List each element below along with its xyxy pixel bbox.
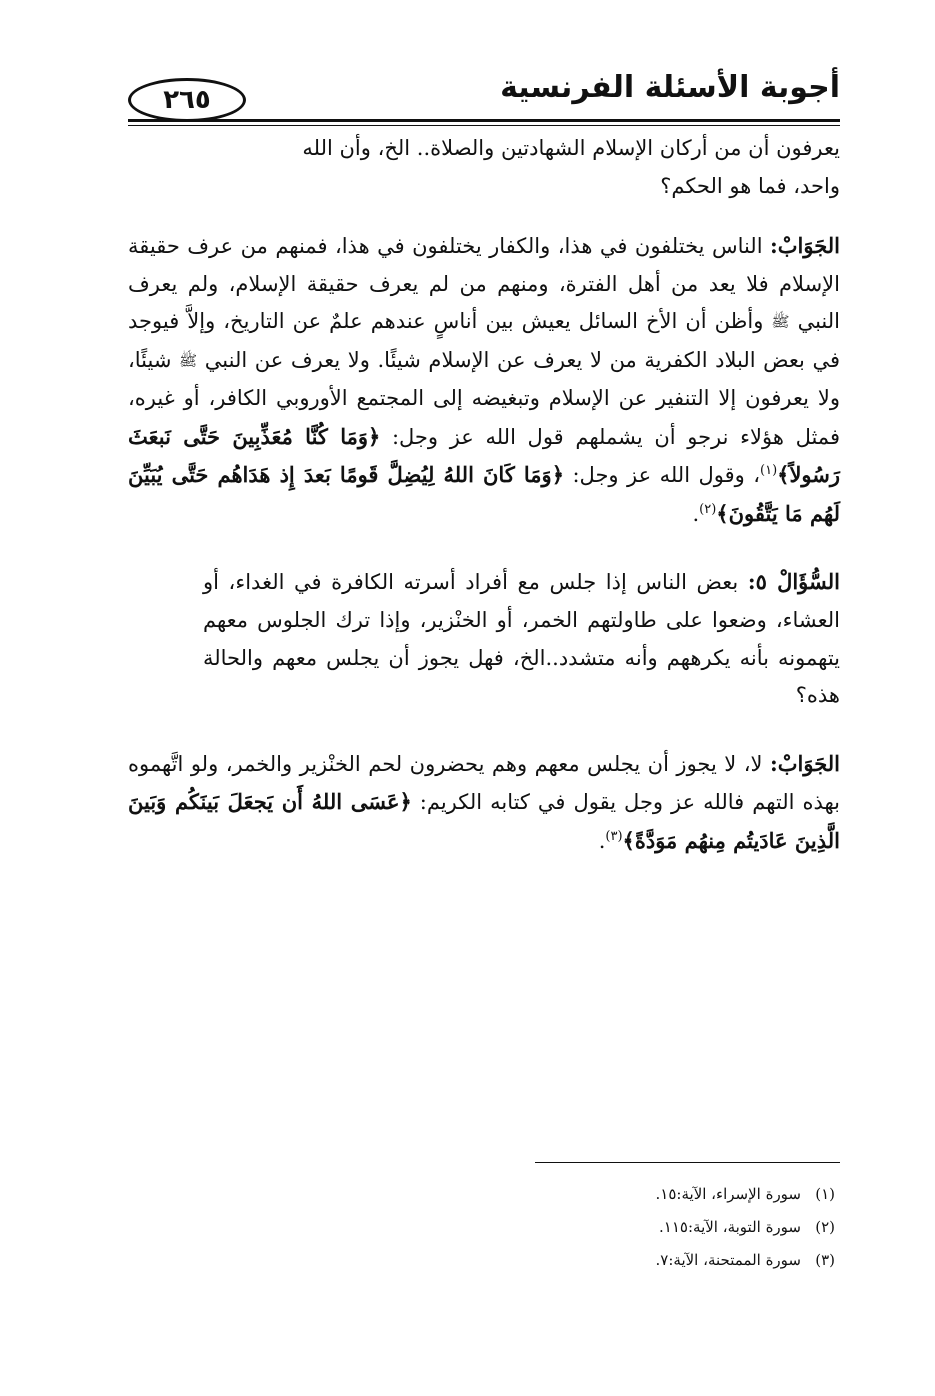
- footnote-text: سورة الممتحنة، الآية:٧.: [655, 1251, 801, 1269]
- footnote-item: [435, 1211, 835, 1244]
- answer-text: شيئًا، ولا يعرفون إلا التنفير عن الإسلام وتبغيضه إلى المجتمع الأوروبي الكافر، أو غيره، فمثل هؤلاء نرجو أن يشملهم قول الله عز وجل:: [128, 347, 840, 449]
- quran-verse: ﴿عَسَى اللهُ أَن يَجعَلَ بَينَكُم وَبَينَ الَّذِينَ عَادَيتُم مِنهُم مَوَدَّةً﴾: [128, 789, 840, 853]
- quran-verse: ﴿وَمَا كُنَّا مُعَذِّبِينَ حَتَّى نَبعَثَ رَسُولاً﴾: [128, 423, 841, 488]
- footnote-item: [435, 1244, 835, 1277]
- footnote-rule: [535, 1162, 840, 1163]
- quran-verse: ﴿وَمَا كَانَ اللهُ لِيُضِلَّ قَومًا بَعدَ إِذ هَدَاهُم حَتَّى يُبَيِّنَ لَهُم مَا يَتَّقُونَ﴾: [128, 462, 840, 526]
- answer-text: ، وقول الله عز وجل:: [564, 463, 760, 488]
- question-5: [128, 563, 840, 714]
- answer-label: الجَوَابْ:: [770, 233, 840, 259]
- answer-text: الناس يختلفون في هذا، والكفار يختلفون في هذا، فمنهم من عرف حقيقة الإسلام فلا يعد من أهل الفترة، ومنهم من لم يعرف حقيقة الإسلام، ولم يعرف النبي: [128, 234, 840, 334]
- book-title: أجوبة الأسئلة الفرنسية: [500, 70, 840, 105]
- footnote-item: [435, 1178, 835, 1211]
- answer-text: وأظن أن الأخ السائل يعيش بين أناسٍ عندهم علمٌ عن التاريخ، وإلاَّ فيوجد في بعض البلاد الكفرية من لا يعرف عن الإسلام شيئًا. ولا يعرف عن النبي: [128, 309, 841, 372]
- answer-paragraph-2: [128, 745, 840, 861]
- footnote-number: (١): [815, 1185, 835, 1203]
- header-rule-thin: [128, 125, 840, 126]
- footnote-number: (٢): [815, 1218, 835, 1236]
- footnote-text: سورة التوبة، الآية:١١٥.: [659, 1218, 801, 1236]
- question-text: بعض الناس إذا جلس مع أفراد أسرته الكافرة في الغداء، أو العشاء، وضعوا على طاولتهم الخمر، أو الخنْزير، وإذا ترك الجلوس معهم يتهمونه بأنه يكرههم وأنه متشدد..الخ، فهل يجوز أن يجلس معهم والحالة هذه؟: [203, 570, 840, 708]
- answer-label: الجَوَابْ:: [770, 750, 840, 776]
- footnote-ref[interactable]: (٣): [605, 828, 623, 844]
- question-line-2: واحد، فما هو الحكم؟: [660, 173, 840, 198]
- answer-text: لا، لا يجوز أن يجلس معهم وهم يحضرون لحم الخنْزير والخمر، ولو اتَّهموه بهذه التهم فالله عز وجل يقول في كتابه الكريم:: [128, 751, 840, 815]
- footnote-number: (٣): [815, 1251, 835, 1269]
- salla-symbol: ﷺ: [179, 351, 198, 370]
- salla-symbol: ﷺ: [771, 313, 790, 332]
- footnote-ref[interactable]: (١): [760, 463, 778, 479]
- question-line-1: يعرفون أن من أركان الإسلام الشهادتين والصلاة.. الخ، وأن الله: [302, 136, 840, 160]
- page-body: [128, 130, 840, 861]
- header-rule-thick: [128, 119, 840, 122]
- page-number: ٢٦٥: [128, 78, 246, 122]
- footnote-text: سورة الإسراء، الآية:١٥.: [655, 1185, 801, 1203]
- answer-text: .: [598, 828, 606, 853]
- footnotes: [435, 1178, 835, 1277]
- answer-paragraph-1: [128, 227, 840, 533]
- answer-text: .: [692, 501, 700, 526]
- question-label: السُّؤَالْ ٥:: [747, 569, 840, 595]
- question-continuation: [128, 130, 840, 205]
- footnote-ref[interactable]: (٢): [699, 501, 717, 517]
